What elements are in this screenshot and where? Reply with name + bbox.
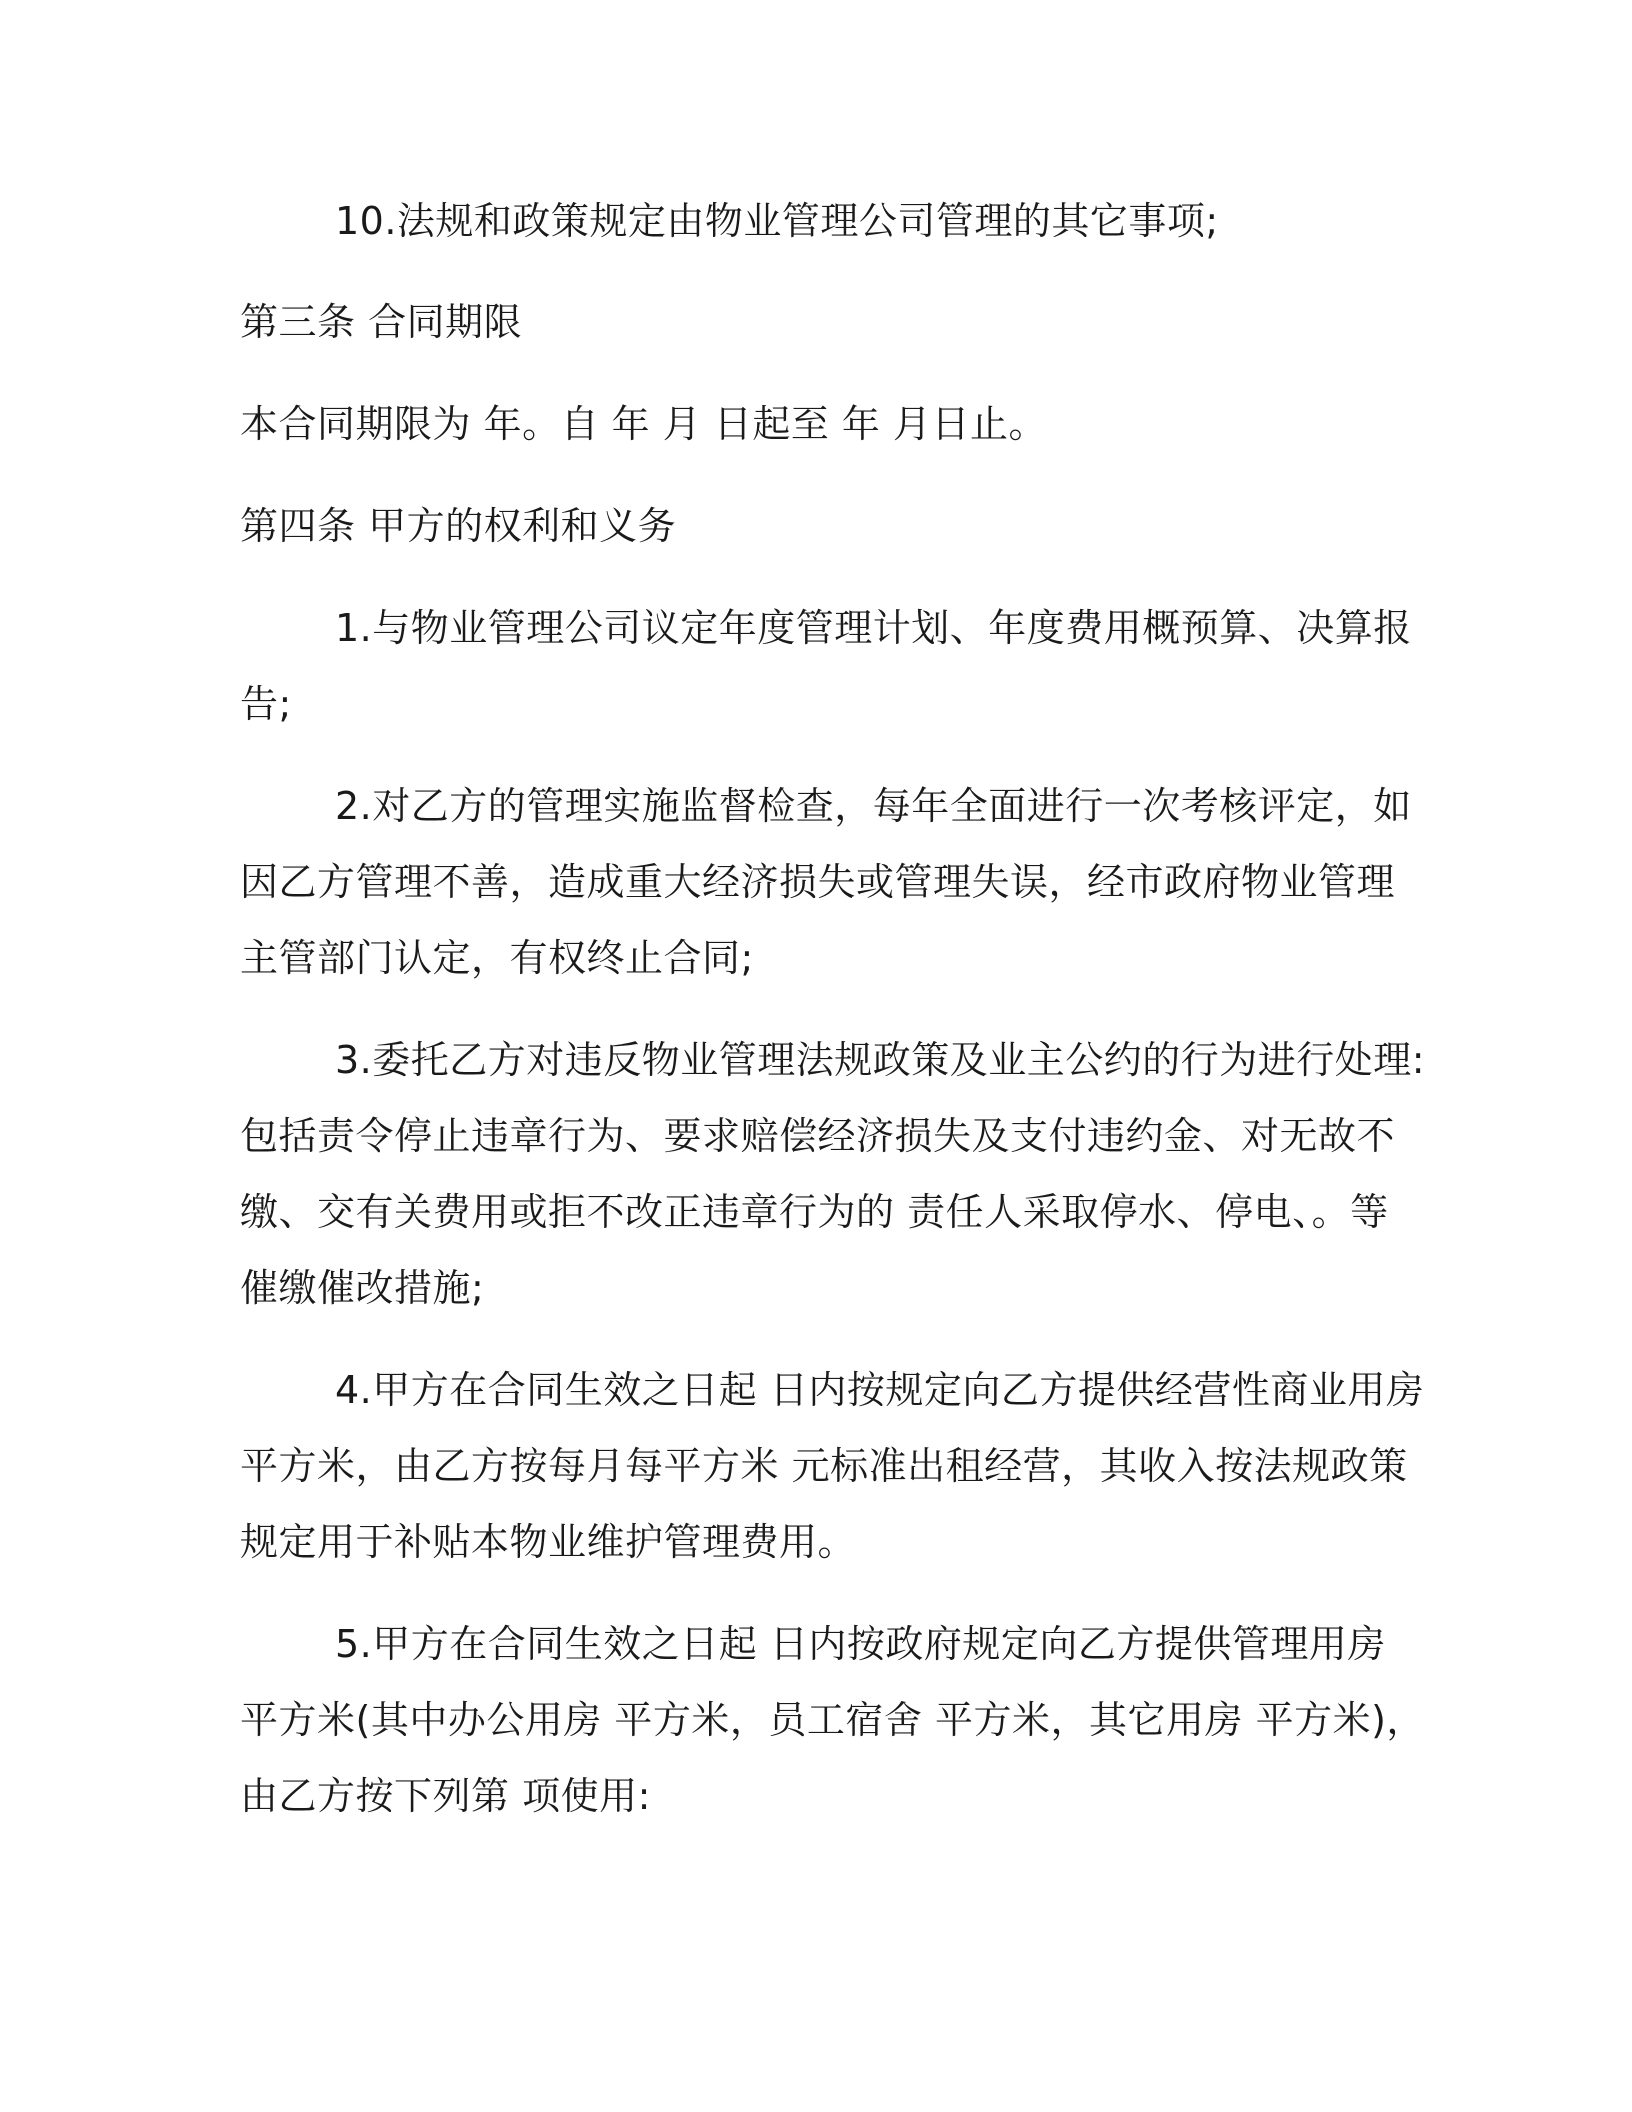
item-4-line-1: 4.甲方在合同生效之日起 日内按规定向乙方提供经营性商业用房 — [335, 1368, 1425, 1412]
item-2-line-3: 主管部门认定，有权终止合同; — [240, 936, 754, 980]
item-4-line-3: 规定用于补贴本物业维护管理费用。 — [240, 1520, 857, 1564]
article-4-heading: 第四条 甲方的权利和义务 — [240, 504, 677, 548]
item-1-line-2: 告; — [240, 682, 292, 726]
item-2-line-1: 2.对乙方的管理实施监督检查，每年全面进行一次考核评定，如 — [335, 784, 1412, 828]
item-5-line-1: 5.甲方在合同生效之日起 日内按政府规定向乙方提供管理用房 — [335, 1622, 1386, 1666]
item-2-line-2: 因乙方管理不善，造成重大经济损失或管理失误，经市政府物业管理 — [240, 860, 1396, 904]
item-4-line-2: 平方米，由乙方按每月每平方米 元标准出租经营，其收入按法规政策 — [240, 1444, 1408, 1488]
item-5-line-3: 由乙方按下列第 项使用: — [240, 1774, 651, 1818]
item-3-line-2: 包括责令停止违章行为、要求赔偿经济损失及支付违约金、对无故不 — [240, 1114, 1396, 1158]
item-3-line-3: 缴、交有关费用或拒不改正违章行为的 责任人采取停水、停电、。等 — [240, 1190, 1389, 1234]
contract-term-text: 本合同期限为 年。自 年 月 日起至 年 月日止。 — [240, 402, 1047, 446]
item-5-line-2: 平方米(其中办公用房 平方米，员工宿舍 平方米，其它用房 平方米)， — [240, 1698, 1425, 1742]
article-3-heading: 第三条 合同期限 — [240, 300, 523, 344]
clause-item-10: 10.法规和政策规定由物业管理公司管理的其它事项; — [335, 199, 1219, 243]
item-3-line-1: 3.委托乙方对违反物业管理法规政策及业主公约的行为进行处理: — [335, 1038, 1426, 1082]
item-3-line-4: 催缴催改措施; — [240, 1266, 485, 1310]
item-1-line-1: 1.与物业管理公司议定年度管理计划、年度费用概预算、决算报 — [335, 606, 1412, 650]
